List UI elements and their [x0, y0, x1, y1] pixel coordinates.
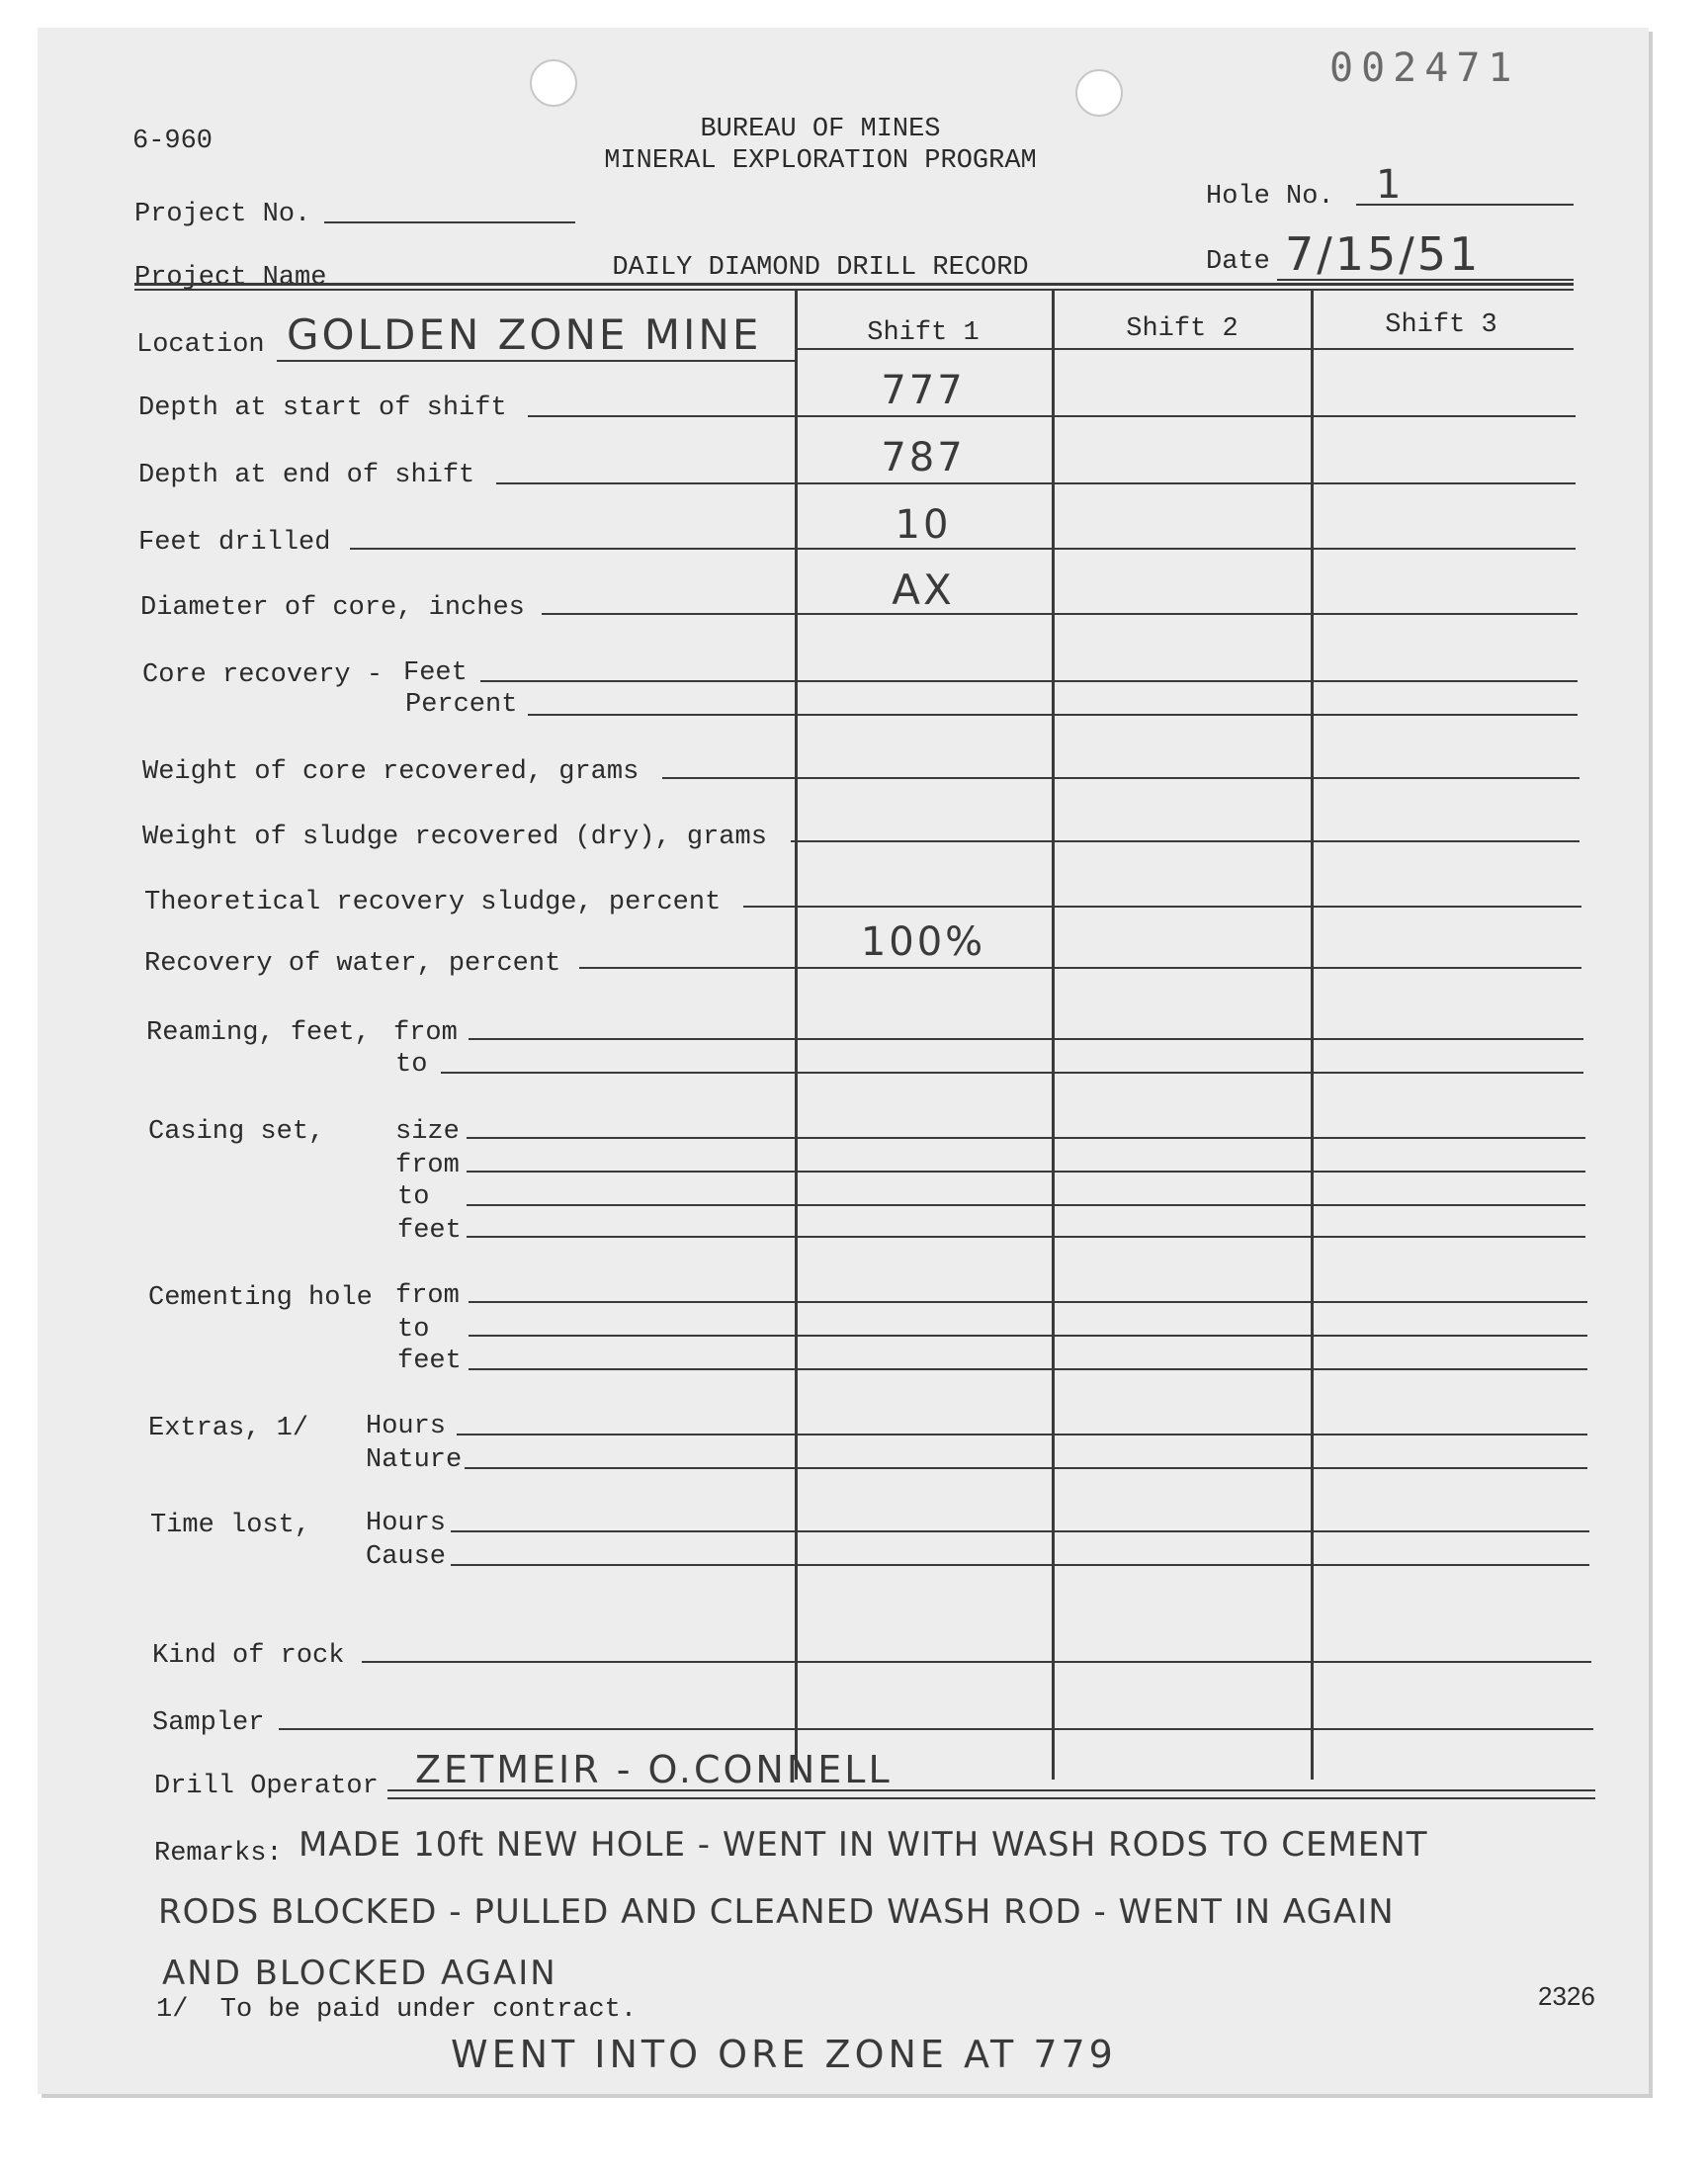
- column-header-shift-3: Shift 3: [1385, 310, 1497, 340]
- column-header-shift-1: Shift 1: [867, 318, 980, 348]
- extras-hours-label: Hours: [366, 1412, 447, 1441]
- operator-rule-bottom: [387, 1797, 1595, 1799]
- water-recovery-shift-1: 100%: [860, 919, 986, 965]
- cementing-to-line: [469, 1335, 1587, 1337]
- remarks-label: Remarks:: [154, 1839, 283, 1869]
- casing-to-label: to: [397, 1182, 430, 1212]
- core-diameter-shift-1: AX: [892, 566, 955, 614]
- project-name-label: Project Name: [134, 263, 327, 293]
- remarks-line-2: RODS BLOCKED - PULLED AND CLEANED WASH ROD - WENT IN AGAIN: [158, 1892, 1395, 1932]
- location-label: Location: [136, 330, 265, 360]
- location-line: [277, 360, 795, 362]
- casing-size-label: size: [395, 1117, 460, 1147]
- core-recovery-label: Core recovery -: [142, 660, 384, 690]
- program-title: MINERAL EXPLORATION PROGRAM: [604, 146, 1037, 176]
- core-recovery-percent-line: [528, 714, 1578, 716]
- core-weight-label: Weight of core recovered, grams: [142, 757, 640, 787]
- core-diameter-line: [542, 613, 1578, 615]
- extras-hours-line: [457, 1434, 1587, 1436]
- feet-drilled-label: Feet drilled: [138, 528, 331, 558]
- core-weight-line: [662, 777, 1580, 779]
- column-header-rule: [797, 348, 1574, 350]
- remarks-line-4: WENT INTO ORE ZONE AT 779: [451, 2033, 1117, 2076]
- form-number: 6-960: [132, 127, 214, 156]
- sludge-weight-label: Weight of sludge recovered (dry), grams: [142, 823, 767, 852]
- extras-nature-line: [465, 1467, 1587, 1469]
- remarks-line-3: AND BLOCKED AGAIN: [162, 1954, 557, 1993]
- time-lost-hours-line: [451, 1530, 1589, 1532]
- punch-hole-right: [1075, 69, 1123, 117]
- reaming-to-line: [441, 1072, 1583, 1074]
- record-title: DAILY DIAMOND DRILL RECORD: [612, 253, 1029, 283]
- feet-drilled-line: [350, 548, 1576, 550]
- punch-hole-left: [530, 59, 577, 107]
- project-no-label: Project No.: [134, 200, 311, 229]
- reaming-from-label: from: [393, 1018, 458, 1048]
- header-rule-bottom: [134, 289, 1574, 291]
- cementing-label: Cementing hole: [148, 1283, 373, 1313]
- header-rule-top: [134, 283, 1574, 286]
- rock-label: Kind of rock: [152, 1641, 345, 1671]
- extras-nature-label: Nature: [366, 1445, 463, 1475]
- water-recovery-label: Recovery of water, percent: [144, 949, 561, 979]
- cementing-feet-label: feet: [397, 1347, 462, 1376]
- depth-start-shift-1: 777: [881, 368, 966, 413]
- core-recovery-feet-line: [480, 680, 1578, 682]
- casing-feet-line: [467, 1236, 1585, 1238]
- sampler-label: Sampler: [152, 1708, 265, 1738]
- project-no-line: [324, 221, 575, 223]
- water-recovery-line: [579, 967, 1581, 969]
- time-lost-hours-label: Hours: [366, 1509, 447, 1538]
- rock-line: [362, 1661, 1591, 1663]
- casing-from-line: [467, 1171, 1585, 1173]
- theoretical-recovery-line: [743, 906, 1581, 908]
- depth-end-line: [496, 482, 1576, 484]
- extras-label: Extras, 1/: [148, 1414, 309, 1443]
- theoretical-recovery-label: Theoretical recovery sludge, percent: [144, 888, 722, 917]
- casing-label: Casing set,: [148, 1117, 325, 1147]
- time-lost-cause-label: Cause: [366, 1542, 447, 1572]
- page-code: 2326: [1538, 1981, 1595, 2011]
- cementing-to-label: to: [397, 1315, 430, 1345]
- depth-end-shift-1: 787: [881, 435, 966, 480]
- casing-feet-label: feet: [397, 1216, 462, 1246]
- column-divider-3: [1311, 289, 1314, 1780]
- core-recovery-percent-label: Percent: [405, 690, 518, 720]
- hole-no-label: Hole No.: [1206, 182, 1334, 212]
- time-lost-cause-line: [451, 1564, 1589, 1566]
- casing-to-line: [467, 1204, 1585, 1206]
- core-diameter-label: Diameter of core, inches: [140, 593, 525, 623]
- core-recovery-feet-label: Feet: [403, 658, 468, 688]
- operator-label: Drill Operator: [154, 1772, 379, 1801]
- reaming-from-line: [469, 1038, 1583, 1040]
- feet-drilled-shift-1: 10: [895, 502, 952, 548]
- location-value: GOLDEN ZONE MINE: [287, 310, 762, 359]
- date-label: Date: [1206, 247, 1270, 277]
- sludge-weight-line: [791, 840, 1580, 842]
- cementing-from-label: from: [395, 1281, 460, 1311]
- document-stamp-number: 002471: [1329, 45, 1520, 91]
- agency-title: BUREAU OF MINES: [700, 115, 941, 144]
- column-header-shift-2: Shift 2: [1126, 314, 1238, 344]
- hole-no-value: 1: [1376, 162, 1405, 208]
- sampler-line: [279, 1728, 1593, 1730]
- cementing-from-line: [469, 1301, 1587, 1303]
- column-divider-2: [1052, 289, 1055, 1780]
- operator-value: ZETMEIR - O.CONNELL: [415, 1748, 893, 1791]
- reaming-label: Reaming, feet,: [146, 1018, 371, 1048]
- time-lost-label: Time lost,: [150, 1511, 311, 1540]
- footnote: 1/ To be paid under contract.: [156, 1995, 638, 2025]
- remarks-line-1: MADE 10ft NEW HOLE - WENT IN WITH WASH RODS TO CEMENT: [299, 1825, 1428, 1865]
- depth-end-label: Depth at end of shift: [138, 461, 475, 490]
- casing-size-line: [467, 1137, 1585, 1139]
- reaming-to-label: to: [395, 1050, 428, 1080]
- depth-start-label: Depth at start of shift: [138, 393, 507, 423]
- cementing-feet-line: [469, 1368, 1587, 1370]
- date-value: 7/15/51: [1285, 227, 1482, 281]
- depth-start-line: [528, 415, 1576, 417]
- casing-from-label: from: [395, 1151, 460, 1180]
